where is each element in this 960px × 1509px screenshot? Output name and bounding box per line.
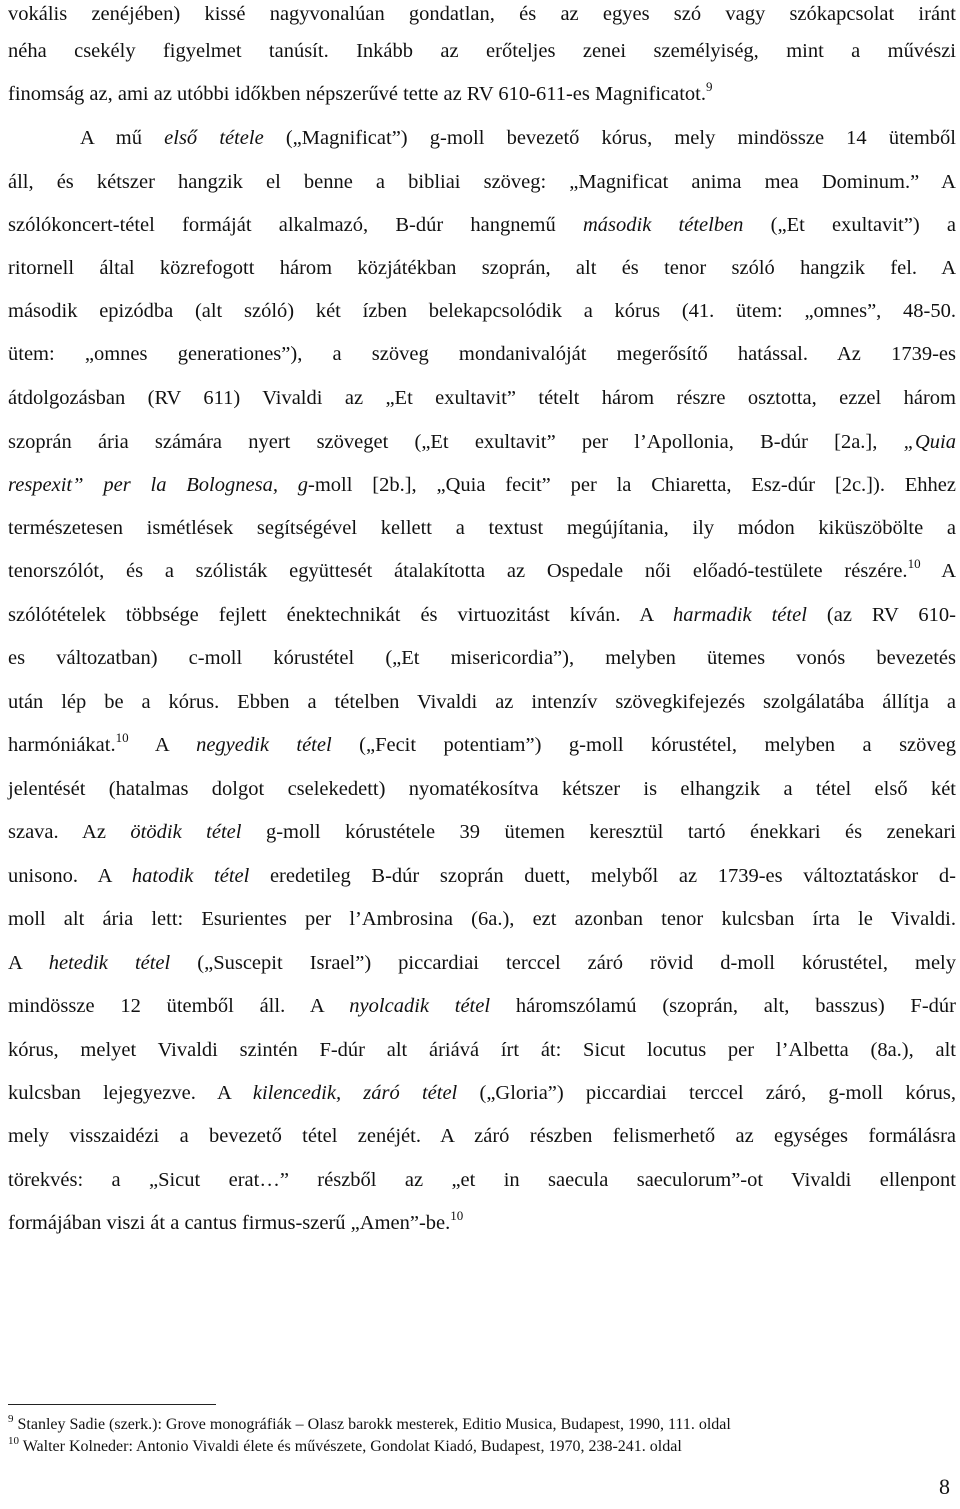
text-span: néha csekély figyelmet tanúsít. Inkább az erőteljes zenei személyiség, mint a művészi bbox=[8, 40, 956, 62]
text-span: szava. Az bbox=[8, 821, 131, 843]
text-span: vokális zenéjében) kissé nagyvonalúan gondatlan, és az egyes szó vagy szókapcsolat iránt bbox=[8, 3, 956, 25]
text-span: után lép be a kórus. Ebben a tételben Vivaldi az intenzív szövegkifejezés szolgálatába állítja a bbox=[8, 691, 956, 713]
text-line bbox=[8, 862, 956, 892]
footnote-9 bbox=[8, 1415, 731, 1435]
text-line bbox=[8, 297, 956, 327]
text-span: formájában viszi át a cantus firmus-szerű „Amen”-be. bbox=[8, 1212, 451, 1234]
text-span: szólókoncert-tétel formáját alkalmazó, B-dúr hangnemű bbox=[8, 214, 583, 236]
text-line bbox=[8, 1122, 956, 1152]
text-span: A bbox=[128, 734, 197, 756]
footnote-reference: 10 bbox=[907, 556, 921, 571]
italic-text: ötödik tétel bbox=[130, 821, 242, 843]
text-span: („Et exultavit”) a bbox=[743, 214, 956, 236]
text-line bbox=[8, 168, 956, 198]
footnote-reference: 9 bbox=[706, 79, 713, 94]
text-span: kórus, melyet Vivaldi szintén F-dúr alt áriává írt át: Sicut locutus per l’Albetta (8a.), alt bbox=[8, 1039, 956, 1061]
footnote-10 bbox=[8, 1437, 682, 1457]
text-span: mely visszaidézi a bevezető tétel zenéjét. A záró részben felismerhető az egységes formálásra bbox=[8, 1125, 956, 1147]
italic-text: negyedik tétel bbox=[196, 734, 332, 756]
italic-text: hetedik tétel bbox=[48, 952, 171, 974]
text-span: ritornell által közrefogott három közjátékban szoprán, alt és tenor szóló hangzik fel. A bbox=[8, 257, 956, 279]
text-span: finomság az, ami az utóbbi időkben népszerűvé tette az RV 610-611-es Magnificatot. bbox=[8, 83, 706, 105]
text-span: szoprán ária számára nyert szöveget („Et exultavit” per l’Apollonia, B-dúr [2a.], bbox=[8, 431, 904, 453]
text-line bbox=[8, 905, 956, 935]
italic-text: hatodik tétel bbox=[131, 865, 250, 887]
text-span: harmóniákat. bbox=[8, 734, 116, 756]
text-span: háromszólamú (szoprán, alt, basszus) F-dúr bbox=[490, 995, 956, 1017]
text-line bbox=[8, 688, 956, 718]
text-line bbox=[8, 514, 956, 544]
text-span: g-moll kórustétele 39 ütemen keresztül tartó énekkari és zenekari bbox=[241, 821, 957, 843]
italic-text: második tételben bbox=[582, 214, 744, 236]
text-line bbox=[8, 1079, 956, 1109]
text-span: A bbox=[920, 560, 957, 582]
footnote-marker: 9 bbox=[8, 1413, 14, 1425]
text-span: („Suscepit Israel”) piccardiai terccel záró rövid d-moll kórustétel, mely bbox=[170, 952, 956, 974]
text-span: („Gloria”) piccardiai terccel záró, g-moll kórus, bbox=[457, 1082, 956, 1104]
text-span: eredetileg B-dúr szoprán duett, melyből az 1739-es változtatáskor d- bbox=[249, 865, 956, 887]
text-line bbox=[8, 775, 956, 805]
text-line bbox=[8, 557, 956, 587]
text-span: es változatban) c-moll kórustétel („Et misericordia”), melyben ütemes vonós bevezetés bbox=[8, 647, 956, 669]
italic-text: respexit” per la Bolognesa, g bbox=[8, 474, 309, 496]
text-line bbox=[8, 992, 956, 1022]
italic-text: kilencedik, záró tétel bbox=[252, 1082, 458, 1104]
footnote-text: Stanley Sadie (szerk.): Grove monográfiák – Olasz barokk mesterek, Editio Musica, Budapest, 1990, 111. oldal bbox=[13, 1416, 731, 1433]
text-span: A bbox=[8, 952, 49, 974]
text-span: -moll [2b.], „Quia fecit” per la Chiaretta, Esz-dúr [2c.]). Ehhez bbox=[308, 474, 956, 496]
footnote-reference: 10 bbox=[115, 730, 129, 745]
text-span: mindössze 12 ütemből áll. A bbox=[8, 995, 350, 1017]
italic-text: nyolcadik tétel bbox=[349, 995, 491, 1017]
footnote-text: Walter Kolneder: Antonio Vivaldi élete és művészete, Gondolat Kiadó, Budapest, 1970, 238-241. oldal bbox=[19, 1438, 682, 1455]
text-line bbox=[8, 340, 956, 370]
text-line bbox=[8, 1036, 956, 1066]
text-line bbox=[8, 601, 956, 631]
text-line bbox=[8, 731, 956, 761]
text-line bbox=[8, 80, 956, 110]
text-line bbox=[8, 0, 956, 30]
text-span: moll alt ária lett: Esurientes per l’Ambrosina (6a.), ezt azonban tenor kulcsban írta le Vivaldi. bbox=[8, 908, 956, 930]
text-line bbox=[8, 428, 956, 458]
text-span: átdolgozásban (RV 611) Vivaldi az „Et exultavit” tételt három részre osztotta, ezzel három bbox=[8, 387, 956, 409]
text-line bbox=[8, 211, 956, 241]
text-span: szólótételek többsége fejlett énektechnikát és virtuozitást kíván. A bbox=[8, 604, 674, 626]
footnote-marker: 10 bbox=[8, 1435, 19, 1447]
text-line bbox=[8, 37, 956, 67]
text-span: A mű bbox=[80, 127, 165, 149]
text-line bbox=[8, 471, 956, 501]
footnote-reference: 10 bbox=[450, 1208, 464, 1223]
text-line bbox=[8, 384, 956, 414]
text-span: tenorszólót, és a szólisták együttesét átalakította az Ospedale női előadó-testülete részére. bbox=[8, 560, 908, 582]
italic-text: első tétele bbox=[164, 127, 264, 149]
italic-text: „Quia bbox=[903, 431, 956, 453]
text-line bbox=[8, 254, 956, 284]
text-span: („Fecit potentiam”) g-moll kórustétel, melyben a szöveg bbox=[331, 734, 956, 756]
text-line bbox=[8, 949, 956, 979]
text-span: második epizódba (alt szóló) két ízben belekapcsolódik a kórus (41. ütem: „omnes”, 48-50. bbox=[8, 300, 956, 322]
text-line bbox=[8, 1166, 956, 1196]
text-line bbox=[8, 124, 956, 154]
text-span: jelentését (hatalmas dolgot cselekedett) nyomatékosítva kétszer is elhangzik a tétel első két bbox=[8, 778, 956, 800]
text-span: (az RV 610- bbox=[806, 604, 956, 626]
italic-text: harmadik tétel bbox=[673, 604, 807, 626]
text-line bbox=[8, 818, 956, 848]
text-span: kulcsban lejegyezve. A bbox=[8, 1082, 253, 1104]
text-span: áll, és kétszer hangzik el benne a bibliai szöveg: „Magnificat anima mea Dominum.” A bbox=[8, 171, 956, 193]
page-number: 8 bbox=[939, 1474, 950, 1499]
text-span: unisono. A bbox=[8, 865, 132, 887]
text-line bbox=[8, 1209, 956, 1239]
text-span: („Magnificat”) g-moll bevezető kórus, mely mindössze 14 ütemből bbox=[263, 127, 956, 149]
text-span: ütem: „omnes generationes”), a szöveg mondanivalóját megerősítő hatással. Az 1739-es bbox=[8, 343, 956, 365]
text-line bbox=[8, 644, 956, 674]
text-span: természetesen ismétlések segítségével kellett a textust megújítania, ily módon kiküszöbölte a bbox=[8, 517, 956, 539]
footnote-separator bbox=[8, 1404, 216, 1405]
text-span: törekvés: a „Sicut erat…” részből az „et in saecula saeculorum”-ot Vivaldi ellenpont bbox=[8, 1169, 956, 1191]
